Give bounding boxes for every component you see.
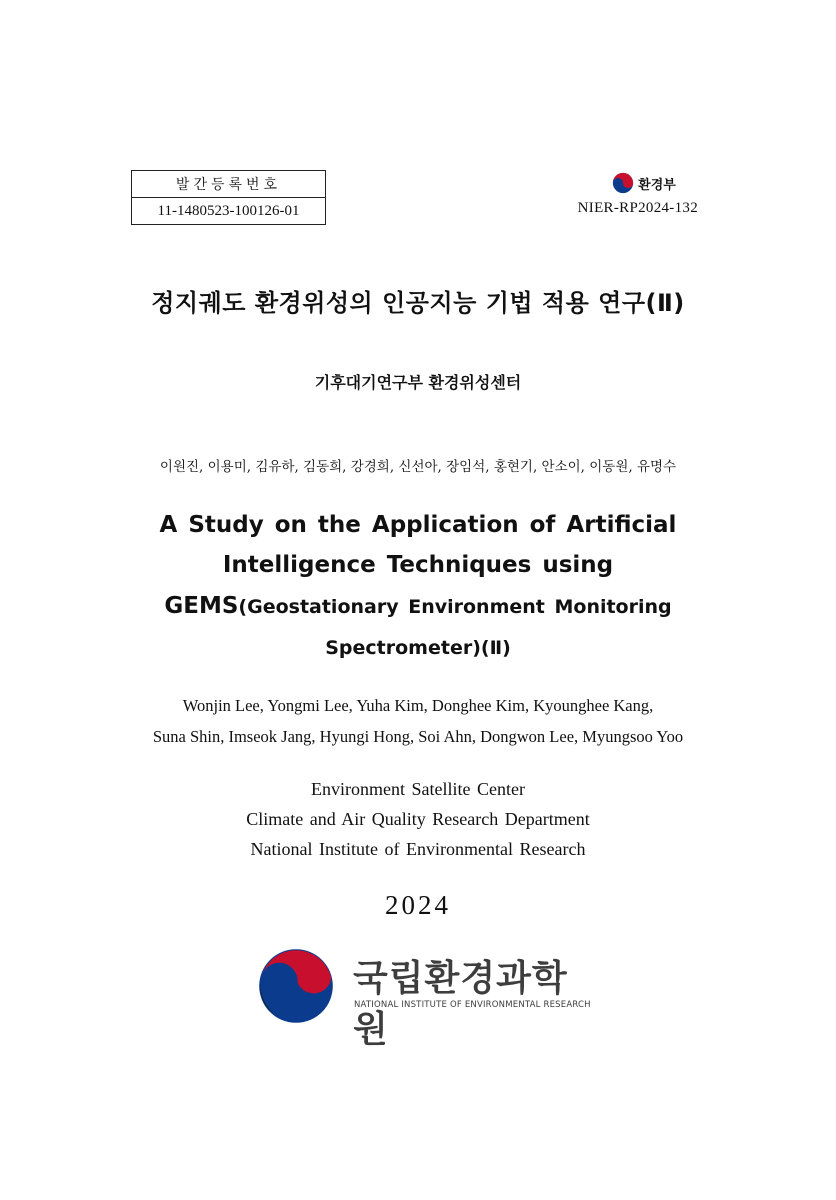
institute-logo (256, 940, 591, 1050)
title-english-line2: Intelligence Techniques using (222, 552, 614, 578)
organization-english (0, 774, 836, 864)
ministry-logo (590, 172, 698, 194)
registration-number: 11-1480523-100126-01 (157, 202, 300, 219)
authors-english-line2: Suna Shin, Imseok Jang, Hyungi Hong, Soi Ahn, Dongwon Lee, Myungsoo Yoo (152, 727, 684, 746)
title-english-line4: Spectrometer)(Ⅱ) (325, 637, 511, 659)
report-code: NIER-RP2024-132 (577, 200, 698, 216)
taegeuk-icon (612, 172, 634, 194)
title-english-line3 (0, 585, 836, 628)
department-korean: 기후대기연구부 환경위성센터 (314, 373, 522, 392)
organization-line3: National Institute of Environmental Research (250, 839, 586, 859)
title-english-line3-rest: (Geostationary Environment Monitoring (238, 596, 672, 618)
organization-line1: Environment Satellite Center (311, 779, 525, 799)
title-english-line1: A Study on the Application of Artificial (159, 512, 677, 538)
title-english (0, 505, 836, 668)
title-korean: 정지궤도 환경위성의 인공지능 기법 적용 연구(Ⅱ) (151, 289, 685, 317)
authors-korean: 이원진, 이용미, 김유하, 김동희, 강경희, 신선아, 장임석, 홍현기, 안소이, 이동원, 유명수 (159, 459, 677, 475)
ministry-name: 환경부 (638, 177, 676, 193)
ministry-block (560, 172, 698, 217)
taegeuk-icon (256, 946, 336, 1026)
registration-label: 발간등록번호 (132, 171, 325, 198)
institute-name-english: NATIONAL INSTITUTE OF ENVIRONMENTAL RESEARCH (354, 1000, 591, 1010)
registration-box (131, 170, 326, 225)
authors-english (0, 690, 836, 752)
authors-english-line1: Wonjin Lee, Yongmi Lee, Yuha Kim, Donghee Kim, Kyounghee Kang, (182, 696, 654, 715)
title-english-gems: GEMS (164, 593, 239, 619)
organization-line2: Climate and Air Quality Research Department (246, 809, 590, 829)
publication-year: 2024 (385, 890, 451, 920)
institute-name-korean: 국립환경과학원 (353, 958, 568, 1050)
